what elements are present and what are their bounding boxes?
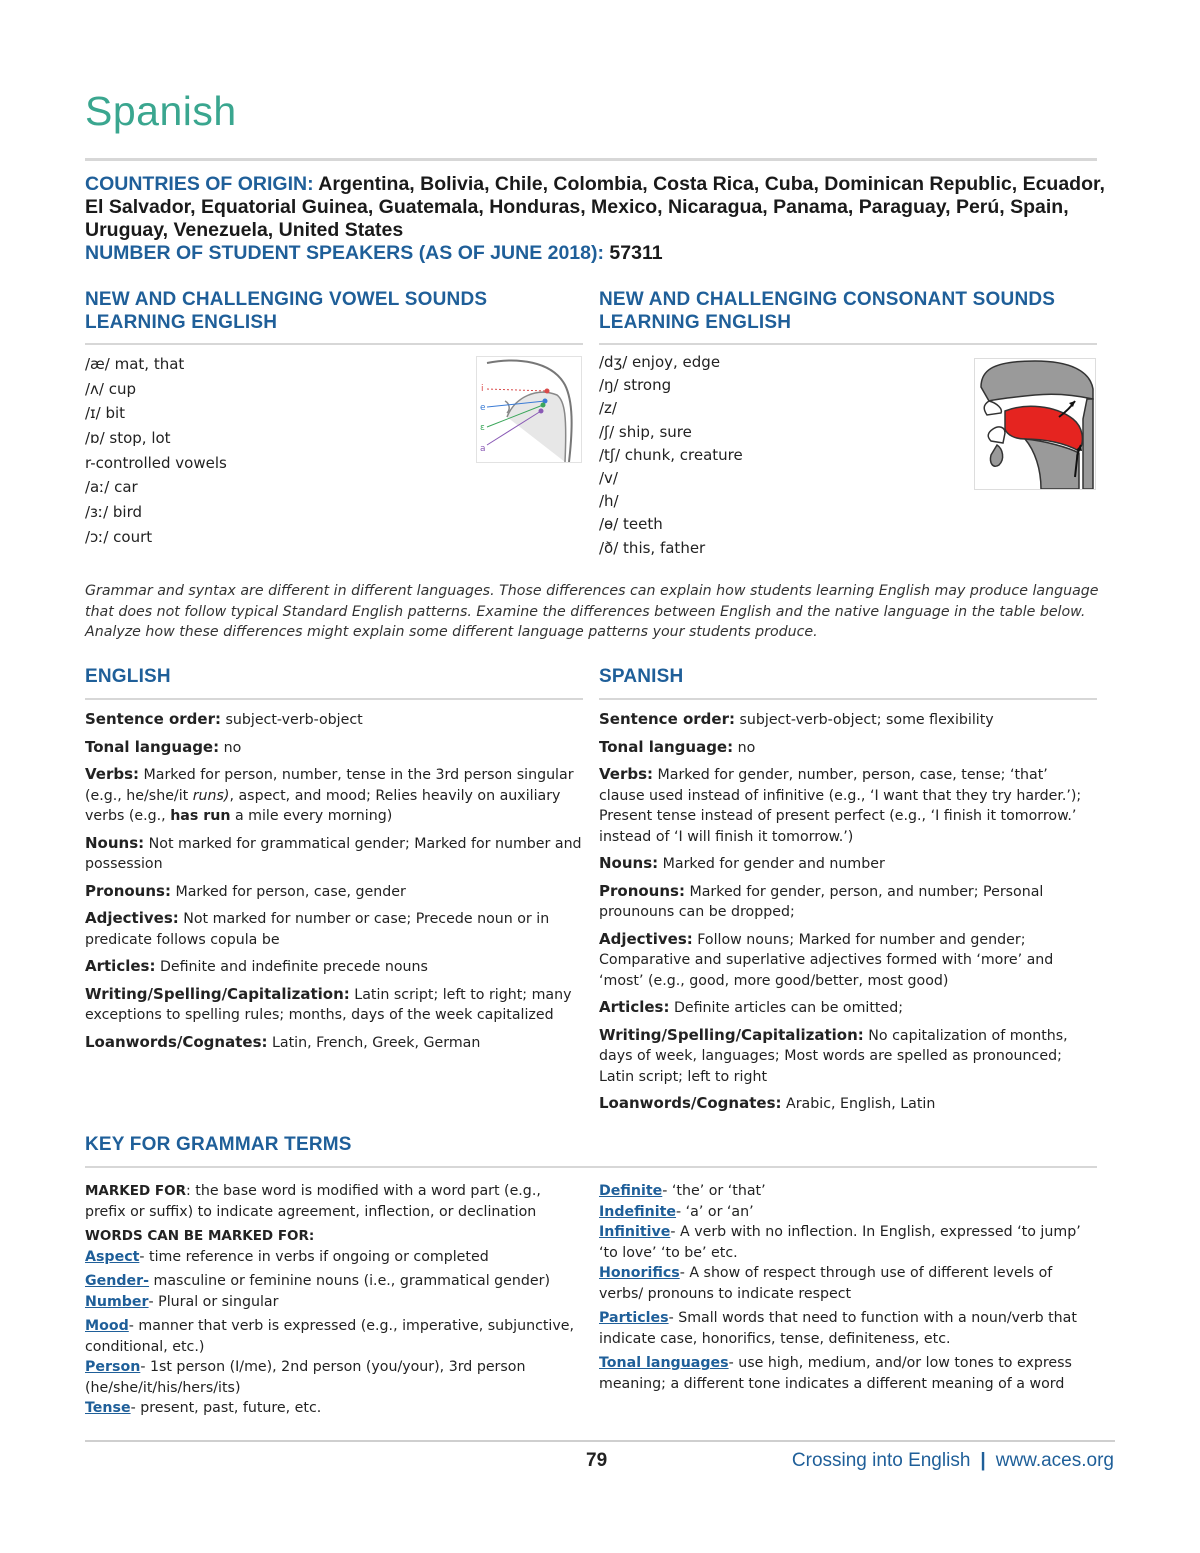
speakers-label: NUMBER OF STUDENT SPEAKERS (AS OF JUNE 2018): [85, 242, 604, 264]
term-particles [599, 1308, 1099, 1349]
list-item: /dʒ/ enjoy, edge [599, 353, 721, 371]
field-value: , aspect, and mood; Relies heavily on auxiliary verbs (e.g., [85, 787, 561, 824]
english-verbs [85, 764, 583, 827]
field-value: Follow nouns; Marked for number and gender; Comparative and superlative adjectives formed with ‘more’ and ‘most’ (e.g., good, more good/better, most good) [599, 931, 1054, 989]
field-label: Pronouns: [85, 881, 171, 900]
vowel-label-a: a [480, 444, 486, 454]
field-label: Sentence order: [85, 710, 221, 728]
list-item: /tʃ/ chunk, creature [599, 445, 743, 464]
field-value-italic: runs) [192, 787, 230, 804]
list-item: /ɪ/ bit [85, 404, 126, 423]
footer-divider [85, 1440, 1115, 1442]
term-aspect [85, 1247, 585, 1268]
consonant-list [599, 352, 959, 561]
field-value: Arabic, English, Latin [781, 1096, 936, 1112]
list-item: /æ/ mat, that [85, 355, 185, 373]
field-value: subject-verb-object [220, 712, 363, 728]
term-link[interactable]: Person [85, 1359, 141, 1375]
consonant-divider [599, 343, 1097, 345]
field-value: Definite articles can be omitted; [669, 1000, 904, 1016]
page-title: Spanish [85, 88, 237, 134]
field-value: Marked for gender and number [658, 856, 885, 872]
term-indefinite [599, 1202, 1099, 1223]
term-tense [85, 1398, 585, 1419]
term-honorifics [599, 1263, 1099, 1304]
vowel-label-e: e [480, 403, 486, 413]
field-value: Marked for gender, number, person, case, tense; ‘that’ clause used instead of infinitive (e.g., ‘I want that they try harder.’); Present tense instead of present perfect (e.g., ‘I finish it tomorrow.’ instead of ‘I will finish it tomorrow.’) [599, 767, 1082, 845]
field-label: Adjectives: [599, 929, 693, 948]
term-definition: - ‘the’ or ‘that’ [662, 1183, 766, 1199]
term-link[interactable]: Gender- [85, 1273, 150, 1289]
list-item: r-controlled vowels [85, 453, 227, 472]
field-label: Nouns: [85, 833, 145, 852]
vowel-label-i: i [481, 384, 484, 394]
spanish-pronouns [599, 881, 1097, 923]
field-value: Not marked for number or case; Precede noun or in predicate follows copula be [85, 911, 550, 948]
term-definition: - present, past, future, etc. [130, 1400, 322, 1416]
vowel-heading [85, 288, 565, 334]
countries-list: Argentina, Bolivia, Chile, Colombia, Costa Rica, Cuba, Dominican Republic, Ecuador, El Salvador, Equatorial Guinea, Guatemala, Honduras, Mexico, Nicaragua, Panama, Paraguay, Perú, Spain, Uruguay, Venezuela, United States [85, 173, 1105, 241]
marked-for-text: : the base word is modified with a word part (e.g., prefix or suffix) to indicate agreement, inflection, or declination [85, 1183, 541, 1220]
list-item: /aː/ car [85, 478, 138, 497]
field-label: Verbs: [599, 765, 654, 783]
term-definite [599, 1181, 1099, 1202]
list-item: /ɒ/ stop, lot [85, 429, 171, 448]
spanish-divider [599, 698, 1097, 700]
english-grammar [85, 709, 583, 1059]
spanish-writing [599, 1025, 1097, 1088]
english-sentence-order [85, 709, 583, 731]
list-item: /ð/ this, father [599, 538, 706, 557]
field-value: Marked for gender, person, and number; Personal prounouns can be dropped; [599, 883, 1044, 920]
field-label: Loanwords/Cognates: [85, 1032, 268, 1051]
term-definition: - use high, medium, and/or low tones to express meaning; a different tone indicates a different meaning of a word [599, 1355, 1072, 1392]
field-label: Tonal language: [599, 737, 734, 756]
field-value: Not marked for grammatical gender; Marked for number and possession [85, 835, 582, 872]
term-link[interactable]: Tense [85, 1400, 131, 1416]
words-can-be-marked: WORDS CAN BE MARKED FOR: [85, 1228, 315, 1244]
field-value: no [219, 739, 242, 756]
term-link[interactable]: Definite [599, 1183, 663, 1199]
footer-separator: | [980, 1450, 986, 1471]
english-nouns [85, 833, 583, 875]
marked-for-definition [85, 1181, 585, 1222]
term-link[interactable]: Honorifics [599, 1265, 680, 1281]
spanish-verbs [599, 764, 1097, 847]
list-item: /ŋ/ strong [599, 376, 672, 395]
term-definition: - ‘a’ or ‘an’ [676, 1203, 754, 1220]
term-infinitive [599, 1222, 1099, 1263]
term-link[interactable]: Aspect [85, 1248, 140, 1265]
list-item: /v/ [599, 468, 618, 487]
english-pronouns [85, 881, 583, 903]
website-link[interactable]: www.aces.org [995, 1450, 1114, 1471]
vowel-divider [85, 343, 583, 345]
key-divider [85, 1166, 1097, 1168]
list-item: /ɵ/ teeth [599, 515, 663, 534]
term-definition: - A show of respect through use of different levels of verbs/ pronouns to indicate respect [599, 1265, 1053, 1302]
field-label: Writing/Spelling/Capitalization: [85, 984, 350, 1003]
english-writing [85, 984, 583, 1026]
vowel-heading-line2: LEARNING ENGLISH [85, 312, 278, 333]
speakers-count: 57311 [609, 242, 663, 264]
key-heading: KEY FOR GRAMMAR TERMS [85, 1134, 352, 1155]
english-heading: ENGLISH [85, 666, 171, 687]
field-label: Loanwords/Cognates: [599, 1094, 782, 1112]
spanish-nouns [599, 853, 1097, 875]
term-link[interactable]: Mood [85, 1318, 129, 1334]
term-link[interactable]: Infinitive [599, 1224, 671, 1240]
english-loanwords [85, 1032, 583, 1054]
footer-brand [792, 1450, 1114, 1472]
field-value: Latin, French, Greek, German [267, 1034, 481, 1051]
field-label: Tonal language: [85, 737, 220, 756]
consonant-heading [599, 288, 1099, 334]
term-number [85, 1292, 585, 1313]
field-value: no [733, 739, 756, 756]
field-value: subject-verb-object; some flexibility [734, 712, 994, 728]
spanish-adjectives [599, 929, 1097, 992]
list-item: /ʌ/ cup [85, 379, 137, 398]
vowel-list [85, 353, 465, 551]
list-item: /ɔː/ court [85, 527, 153, 546]
spanish-grammar [599, 709, 1097, 1121]
term-link[interactable]: Indefinite [599, 1203, 677, 1220]
term-person [85, 1357, 585, 1398]
marked-for-label: MARKED FOR [85, 1183, 186, 1199]
consonant-heading-line1: NEW AND CHALLENGING CONSONANT SOUNDS [599, 289, 1056, 310]
consonant-mouth-diagram [974, 358, 1096, 490]
field-value: Latin script; left to right; many exceptions to spelling rules; months, days of the week capitalized [85, 986, 572, 1023]
english-articles [85, 956, 583, 978]
list-item: /ʃ/ ship, sure [599, 422, 692, 441]
term-definition: - time reference in verbs if ongoing or completed [139, 1248, 489, 1265]
term-link[interactable]: Number [85, 1293, 149, 1310]
spanish-loanwords [599, 1093, 1097, 1115]
field-value: Marked for person, number, tense in the 3rd person singular (e.g., he/she/it [85, 767, 574, 804]
origin-block [85, 173, 1105, 265]
term-definition: - 1st person (I/me), 2nd person (you/your), 3rd person (he/she/it/his/hers/its) [85, 1359, 526, 1396]
field-value: a mile every morning) [230, 808, 393, 824]
field-value: Definite and indefinite precede nouns [155, 959, 428, 975]
publication-title: Crossing into English [791, 1450, 971, 1471]
term-link[interactable]: Particles [599, 1310, 669, 1326]
field-value: Marked for person, case, gender [170, 883, 406, 900]
term-definition: - manner that verb is expressed (e.g., imperative, subjunctive, conditional, etc.) [85, 1318, 575, 1355]
intro-paragraph: Grammar and syntax are different in different languages. Those differences can explain how students learning English may produce language that does not follow typical Standard English patterns. Examine the differences between English and the native language in the table below. Analyze how these differences might explain some different language patterns your students produce. [85, 583, 1099, 640]
vowel-heading-line1: NEW AND CHALLENGING VOWEL SOUNDS [85, 289, 488, 310]
spanish-heading: SPANISH [599, 666, 684, 687]
english-tonal [85, 737, 583, 759]
consonant-heading-line2: LEARNING ENGLISH [599, 312, 792, 333]
term-definition: masculine or feminine nouns (i.e., grammatical gender) [149, 1273, 550, 1289]
field-label: Articles: [599, 998, 670, 1016]
field-label: Articles: [85, 957, 156, 975]
field-label: Adjectives: [85, 909, 179, 927]
term-mood [85, 1316, 585, 1357]
field-label: Sentence order: [599, 710, 735, 728]
term-definition: - A verb with no inflection. In English, expressed ‘to jump’ ‘to love’ ‘to be’ etc. [599, 1224, 1081, 1261]
term-tonal-languages [599, 1353, 1099, 1394]
list-item: /ɜː/ bird [85, 503, 143, 522]
field-value-bold: has run [170, 808, 231, 824]
english-divider [85, 698, 583, 700]
list-item: /h/ [599, 492, 619, 511]
field-value: No capitalization of months, days of week, languages; Most words are spelled as pronounced; Latin script; left to right [599, 1027, 1068, 1085]
vowel-label-epsilon: ε [480, 423, 485, 433]
page-number: 79 [586, 1450, 608, 1471]
field-label: Nouns: [599, 854, 659, 872]
countries-label: COUNTRIES OF ORIGIN: [85, 173, 314, 195]
spanish-tonal [599, 737, 1097, 759]
spanish-articles [599, 997, 1097, 1019]
english-adjectives [85, 908, 583, 950]
term-definition: - Small words that need to function with a noun/verb that indicate case, honorifics, tense, definiteness, etc. [599, 1310, 1077, 1347]
title-divider [85, 158, 1097, 161]
term-definition: - Plural or singular [148, 1293, 279, 1310]
field-label: Verbs: [85, 765, 140, 783]
key-right-column [599, 1181, 1099, 1394]
field-label: Writing/Spelling/Capitalization: [599, 1025, 864, 1044]
term-gender [85, 1271, 585, 1292]
key-left-column [85, 1181, 585, 1419]
term-link[interactable]: Tonal languages [599, 1355, 729, 1371]
vowel-mouth-diagram [476, 356, 582, 463]
field-label: Pronouns: [599, 881, 685, 900]
list-item: /z/ [599, 399, 617, 418]
spanish-sentence-order [599, 709, 1097, 731]
